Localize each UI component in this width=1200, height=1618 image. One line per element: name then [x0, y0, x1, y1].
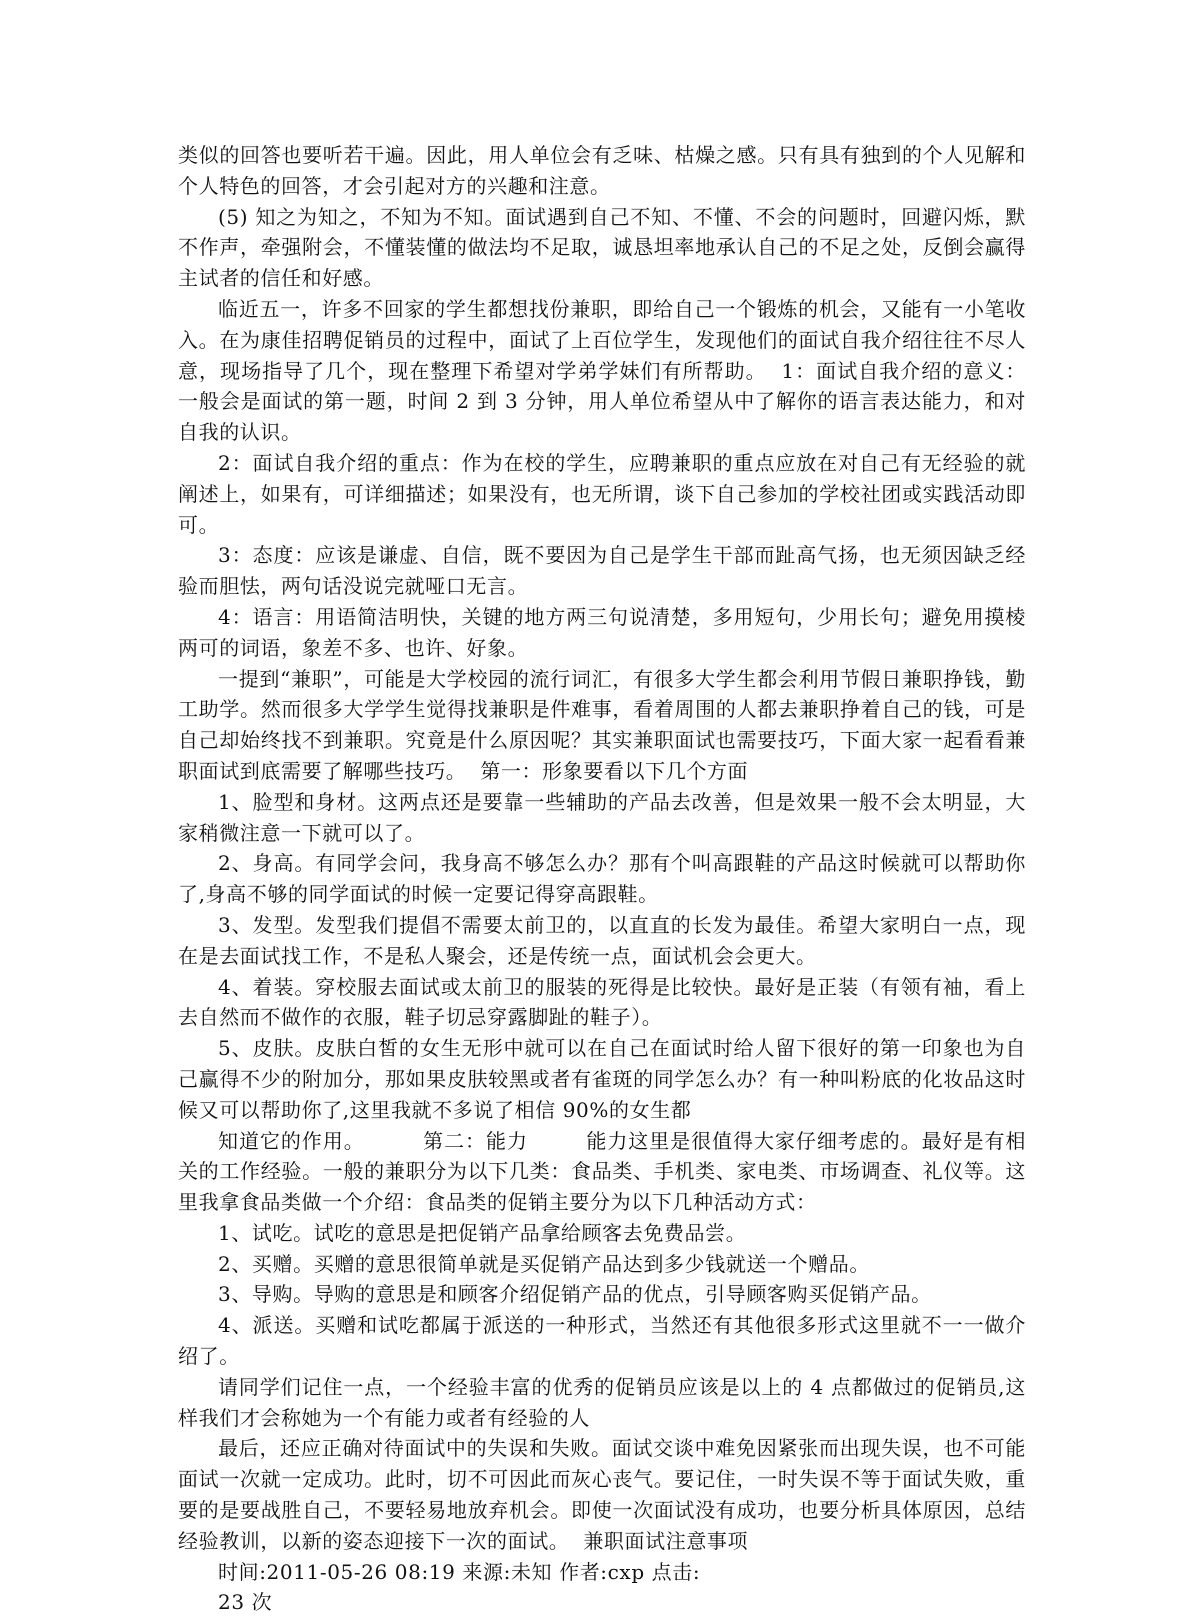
paragraph-tasting: 1、试吃。试吃的意思是把促销产品拿给顾客去免费品尝。: [218, 1220, 747, 1245]
paragraph-intro-may-day: 临近五一，许多不回家的学生都想找份兼职，即给自己一个锻炼的机会，又能有一小笔收入。在为康佳招聘促销员的过程中，面试了上百位学生，发现他们的面试自我介绍往往不尽人意，现场指导了几个，现在整理下希望对学弟学妹们有所帮助。 1：面试自我介绍的意义：一般会是面试的第一题，时间 2 到 3 分钟，用人单位希望从中了解你的语言表达能力，和对自我的认识。: [178, 296, 1026, 445]
paragraph-skin: 5、皮肤。皮肤白皙的女生无形中就可以在自己在面试时给人留下很好的第一印象也为自己赢得不少的附加分，那如果皮肤较黑或者有雀斑的同学怎么办？有一种叫粉底的化妆品这时候又可以帮助你了,这里我就不多说了相信 90%的女生都: [178, 1036, 1026, 1122]
paragraph-hairstyle: 3、发型。发型我们提倡不需要太前卫的，以直直的长发为最佳。希望大家明白一点，现在是去面试找工作，不是私人聚会，还是传统一点，面试机会会更大。: [178, 912, 1026, 968]
paragraph-meta-line: 时间:2011-05-26 08:19 来源:未知 作者:cxp 点击:: [218, 1559, 701, 1584]
paragraph-part-time-tips: 一提到“兼职”，可能是大学校园的流行词汇，有很多大学生都会利用节假日兼职挣钱，勤工助学。然而很多大学学生觉得找兼职是件难事，看着周围的人都去兼职挣着自己的钱，可是自己却始终找不到兼职。究竟是什么原因呢？其实兼职面试也需要技巧，下面大家一起看看兼职面试到底需要了解哪些技巧。 第一：形象要看以下几个方面: [178, 666, 1026, 783]
paragraph-guide: 3、导购。导购的意思是和顾客介绍促销产品的优点，引导顾客购买促销产品。: [218, 1282, 932, 1307]
paragraph-ability: 知道它的作用。 第二：能力 能力这里是很值得大家仔细考虑的。最好是有相关的工作经验。一般的兼职分为以下几类：食品类、手机类、家电类、市场调查、礼仪等。这里我拿食品类做一个介绍：食品类的促销主要分为以下几种活动方式：: [178, 1128, 1026, 1215]
paragraph-delivery: 4、派送。买赠和试吃都属于派送的一种形式，当然还有其他很多形式这里就不一一做介绍了。: [178, 1313, 1026, 1369]
paragraph-face-figure: 1、脸型和身材。这两点还是要靠一些辅助的产品去改善，但是效果一般不会太明显，大家稍微注意一下就可以了。: [178, 789, 1026, 845]
document-body: [178, 140, 1026, 1618]
paragraph-language: 4：语言：用语简洁明快，关键的地方两三句说清楚，多用短句，少用长句；避免用摸棱两可的词语，象差不多、也许、好象。: [178, 604, 1026, 660]
paragraph-click-count: 23 次: [218, 1590, 273, 1615]
paragraph-remember: 请同学们记住一点，一个经验丰富的优秀的促销员应该是以上的 4 点都做过的促销员,这样我们才会称她为一个有能力或者有经验的人: [178, 1374, 1026, 1430]
paragraph-gift: 2、买赠。买赠的意思很简单就是买促销产品达到多少钱就送一个赠品。: [218, 1251, 870, 1276]
paragraph-clothing: 4、着装。穿校服去面试或太前卫的服装的死得是比较快。最好是正装（有领有袖，看上去自然而不做作的衣服，鞋子切忌穿露脚趾的鞋子）。: [178, 974, 1026, 1030]
paragraph-continuation: 类似的回答也要听若干遍。因此，用人单位会有乏味、枯燥之感。只有具有独到的个人见解和个人特色的回答，才会引起对方的兴趣和注意。: [178, 143, 1026, 198]
paragraph-attitude: 3：态度：应该是谦虚、自信，既不要因为自己是学生干部而趾高气扬，也无须因缺乏经验而胆怯，两句话没说完就哑口无言。: [178, 543, 1026, 599]
paragraph-point-5: (5) 知之为知之，不知为不知。面试遇到自己不知、不懂、不会的问题时，回避闪烁，默不作声，牵强附会，不懂装懂的做法均不足取，诚恳坦率地承认自己的不足之处，反倒会赢得主试者的信任和好感。: [178, 204, 1026, 291]
paragraph-height: 2、身高。有同学会问，我身高不够怎么办？那有个叫高跟鞋的产品这时候就可以帮助你了,身高不够的同学面试的时候一定要记得穿高跟鞋。: [178, 851, 1026, 907]
paragraph-self-intro-focus: 2：面试自我介绍的重点：作为在校的学生，应聘兼职的重点应放在对自己有无经验的就阐述上，如果有，可详细描述；如果没有，也无所谓，谈下自己参加的学校社团或实践活动即可。: [178, 450, 1026, 537]
paragraph-finally: 最后，还应正确对待面试中的失误和失败。面试交谈中难免因紧张而出现失误，也不可能面试一次就一定成功。此时，切不可因此而灰心丧气。要记住，一时失误不等于面试失败，重要的是要战胜自己，不要轻易地放弃机会。即使一次面试没有成功，也要分析具体原因，总结经验教训，以新的姿态迎接下一次的面试。 兼职面试注意事项: [178, 1436, 1026, 1553]
